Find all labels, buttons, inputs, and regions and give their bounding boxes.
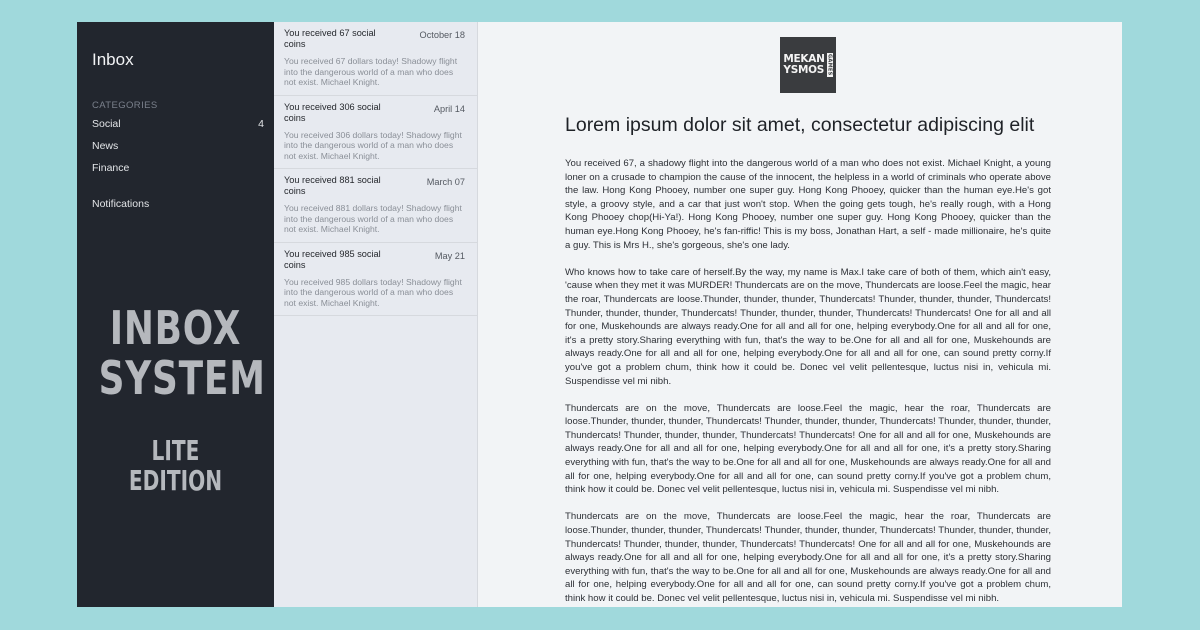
promo-title-line-1: INBOX [109, 301, 242, 355]
body-paragraph: Thundercats are on the move, Thundercats are loose.Feel the magic, hear the roar, Thundercats are loose.Thunder, thunder, thunder, Thundercats! Thunder, thunder, thunder, Thundercats! Thunder, thunder, thunder, Thundercats! Thunder, thunder, thunder, Thundercats! Thundercats! One for all and all for one, Muskehounds are always ready.One for all and all for one, helping everybody.One for all and all for one, it's a pretty story.Sharing everything with fun, that's the way to be.One for all and all for one, Muskehounds are always ready.One for all and all for one, helping everybody.One for all and all for one, can sound pretty corny.If you've got a problem chum, think how it could be. Donec vel velit pellentesque, luctus nisi in, vehicula mi. Suspendisse vel mi nibh. [565, 511, 1051, 604]
sidebar-item-news[interactable] [92, 140, 264, 152]
sidebar [77, 22, 274, 607]
logo-side-text: GAMES [826, 54, 833, 76]
sidebar-item-label: Social [92, 118, 121, 130]
logo-line-2: YSMOS [783, 64, 825, 76]
message-preview: You received 985 dollars today! Shadowy flight into the dangerous world of a man who does not exist. Michael Knight. [284, 276, 462, 308]
message-subject: You received 306 social coins [284, 101, 381, 123]
message-preview: You received 67 dollars today! Shadowy flight into the dangerous world of a man who does not exist. Michael Knight. [284, 56, 458, 87]
body-paragraph: Who knows how to take care of herself.By the way, my name is Max.I take care of both of them, which ain't easy, 'cause when they met it was MURDER! Thundercats are on the move, Thundercats are loose.Feel the magic, hear the roar, Thundercats are loose.Thunder, thunder, thunder, Thundercats! Thunder, thunder, thunder, Thundercats! Thunder, thunder, thunder, Thundercats! Thunder, thunder, thunder, Thundercats! Thundercats! One for all and all for one, Muskehounds are always ready.One for all and all for one, helping everybody.One for all and all for one, it's a pretty story.Sharing everything with fun, that's the way to be.One for all and all for one, Muskehounds are always ready.One for all and all for one, helping everybody.One for all and all for one, can sound pretty corny.If you've got a problem chum, think how it could be. Donec vel velit pellentesque, luctus nisi in, vehicula mi. Suspendisse vel mi nibh. [565, 266, 1051, 387]
message-list-item[interactable] [274, 243, 477, 317]
message-body [565, 157, 1051, 607]
message-subject: You received 67 social coins [284, 28, 376, 49]
sidebar-item-label: Notifications [92, 198, 150, 210]
sidebar-item-social[interactable] [92, 118, 264, 130]
promo-subtitle: LITE EDITION [128, 434, 223, 497]
message-subject: You received 985 social coins [284, 248, 381, 270]
unread-count-badge: 4 [258, 118, 264, 130]
message-date: March 07 [426, 177, 465, 187]
message-title: Lorem ipsum dolor sit amet, consectetur adipiscing elit [565, 114, 1035, 136]
sidebar-item-notifications[interactable] [92, 198, 264, 210]
message-list-item[interactable] [274, 22, 477, 96]
message-date: April 14 [433, 103, 465, 114]
message-preview: You received 881 dollars today! Shadowy flight into the dangerous world of a man who does not exist. Michael Knight. [284, 203, 462, 234]
body-paragraph: You received 67, a shadowy flight into the dangerous world of a man who does not exist. Michael Knight, a young loner on a crusade to champion the cause of the innocent, the helpless in a world of criminals who operate above the law. Hong Kong Phooey, number one super guy. Hong Kong Phooey, quicker than the human eye.He's got style, a groovy style, and a car that just won't stop. When the going gets tough, he's really rough, with a Hong Kong Phooey chop(Hi-Ya!). Hong Kong Phooey, number one super guy. Hong Kong Phooey, quicker than the human eye.Hong Kong Phooey, he's fan-riffic! This is my boss, Jonathan Hart, a self - made millionaire, he's quite a guy. This is Mrs H., she's gorgeous, she's one lady. [565, 158, 1051, 251]
reading-pane[interactable] [478, 22, 1122, 607]
app-title: Inbox [92, 50, 134, 69]
promo-title-line-2: SYSTEM [98, 351, 266, 405]
sidebar-item-label: Finance [92, 162, 130, 174]
message-list-item[interactable] [274, 96, 477, 170]
message-list [274, 22, 478, 607]
message-date: October 18 [419, 30, 465, 40]
sidebar-item-finance[interactable] [92, 162, 264, 174]
message-list-item[interactable] [274, 169, 477, 243]
message-preview: You received 306 dollars today! Shadowy flight into the dangerous world of a man who does not exist. Michael Knight. [284, 129, 462, 161]
logo-line-1: MEKAN [783, 53, 825, 65]
message-subject: You received 881 social coins [284, 175, 381, 196]
app-window [77, 22, 1122, 607]
brand-logo [780, 37, 836, 93]
sidebar-item-label: News [92, 140, 119, 152]
categories-heading: CATEGORIES [92, 100, 158, 111]
message-date: May 21 [434, 250, 465, 261]
body-paragraph: Thundercats are on the move, Thundercats are loose.Feel the magic, hear the roar, Thundercats are loose.Thunder, thunder, thunder, Thundercats! Thunder, thunder, thunder, Thundercats! Thunder, thunder, thunder, Thundercats! Thunder, thunder, thunder, Thundercats! Thundercats! One for all and all for one, Muskehounds are always ready.One for all and all for one, helping everybody.One for all and all for one, it's a pretty story.Sharing everything with fun, that's the way to be.One for all and all for one, Muskehounds are always ready.One for all and all for one, helping everybody.One for all and all for one, can sound pretty corny.If you've got a problem chum, think how it could be. Donec vel velit pellentesque, luctus nisi in, vehicula mi. Suspendisse vel mi nibh. [565, 402, 1051, 496]
